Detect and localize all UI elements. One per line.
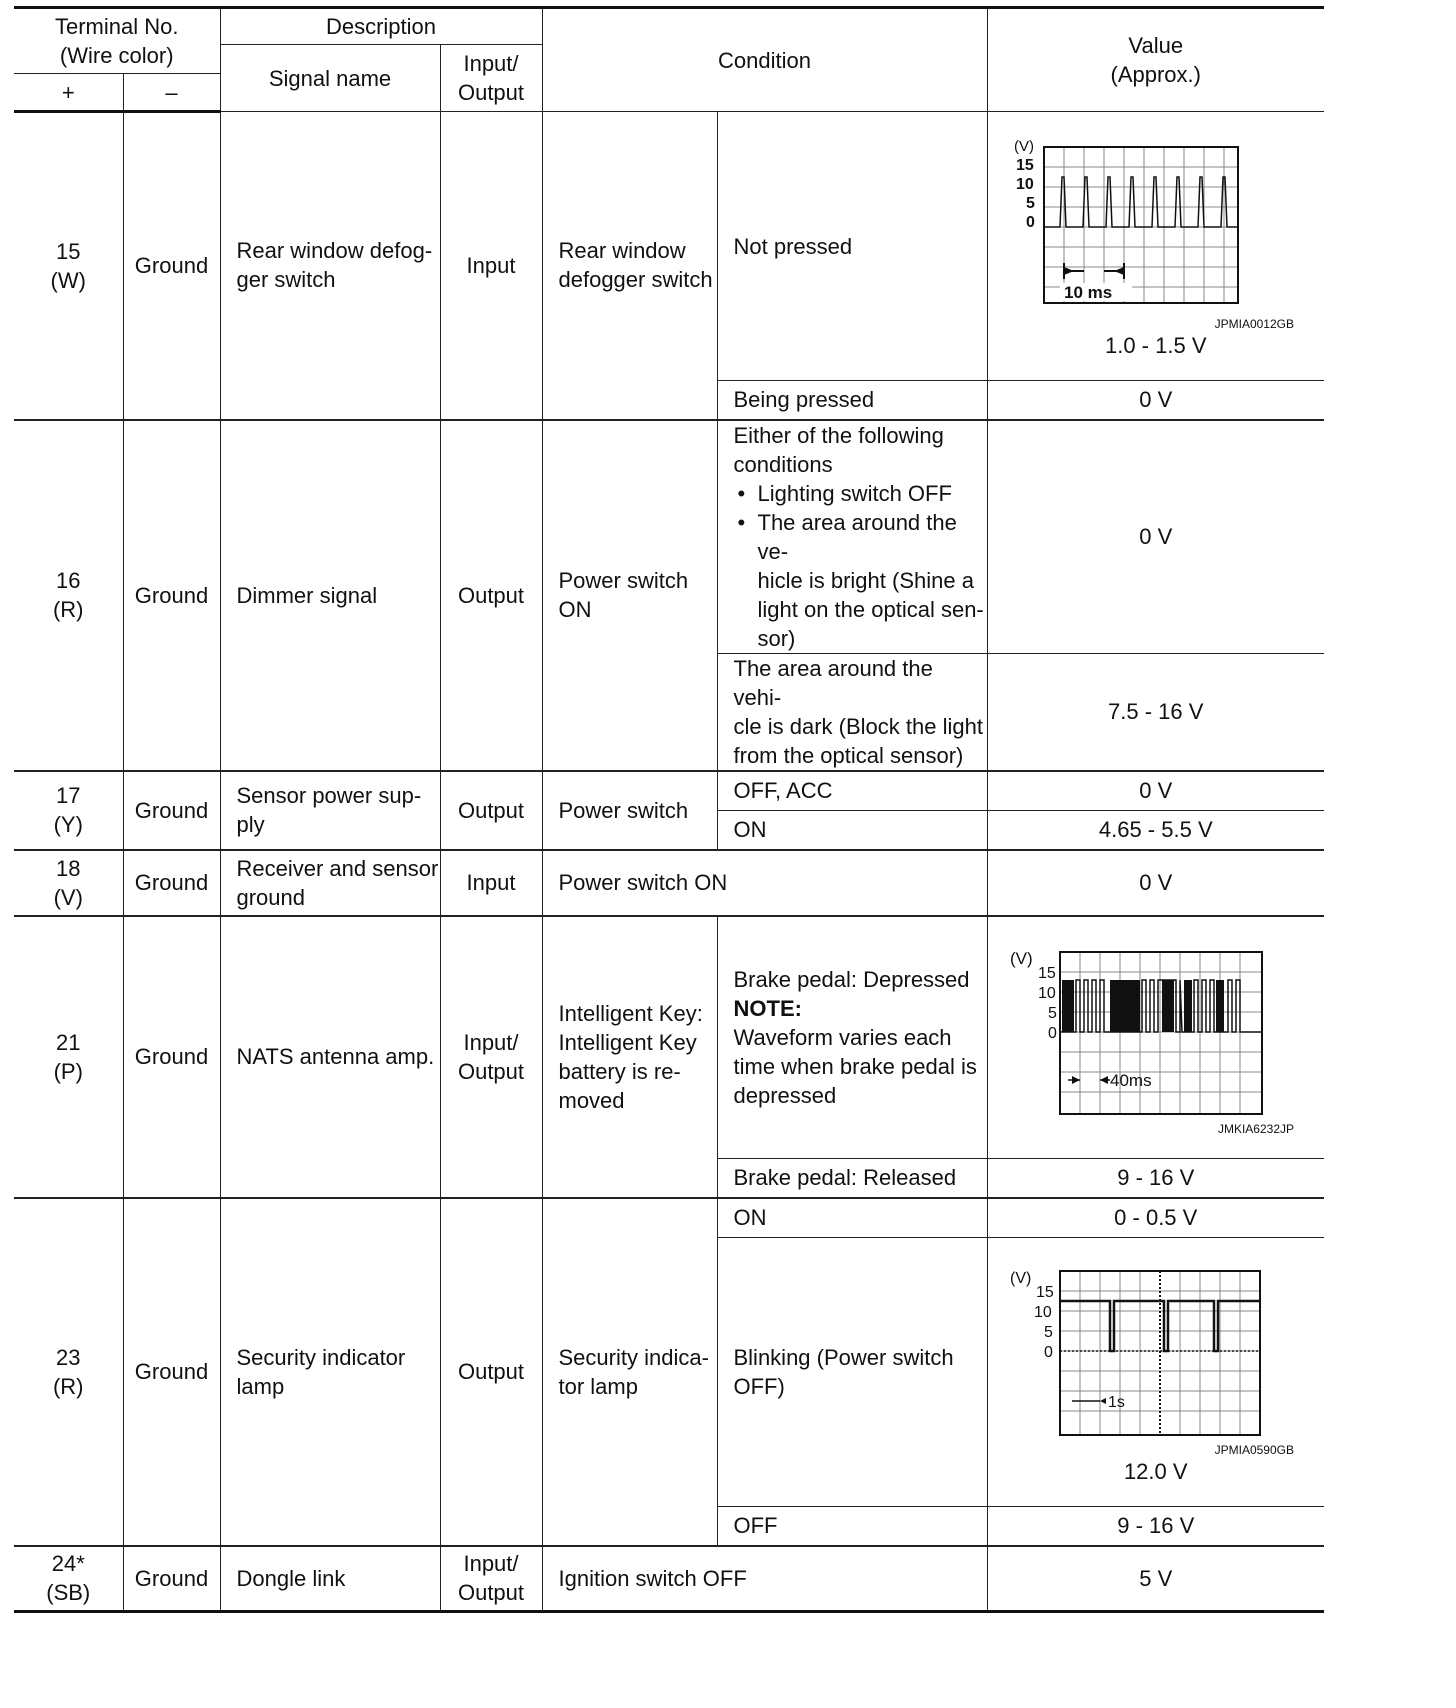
- input-output: Output: [440, 1198, 542, 1546]
- condition: Rear window defogger switch: [542, 112, 717, 420]
- table-row: [14, 1198, 1324, 1238]
- time-scale: 10 ms: [1063, 282, 1112, 302]
- input-output: Input: [440, 112, 542, 420]
- terminal-no: 18 (V): [14, 850, 123, 916]
- sub-condition: OFF, ACC: [717, 771, 987, 811]
- terminal-ground: Ground: [123, 850, 220, 916]
- table-row: [14, 771, 1324, 811]
- terminal-no: 17 (Y): [14, 771, 123, 850]
- terminal-ground: Ground: [123, 1198, 220, 1546]
- sub-condition: Either of the following conditions • Lighting switch OFF • The area around the ve- hicle is bright (Shine a light on the optical sen- sor): [717, 420, 987, 654]
- sub-condition: ON: [717, 1198, 987, 1238]
- terminal-no: 23 (R): [14, 1198, 123, 1546]
- value-cell: [987, 112, 1324, 381]
- sub-condition: The area around the vehi- cle is dark (Block the light from the optical sensor): [717, 653, 987, 771]
- signal-name: Rear window defog- ger switch: [220, 112, 440, 420]
- input-output: Input/ Output: [440, 1546, 542, 1612]
- value-cell: 0 V: [987, 850, 1324, 916]
- condition: Power switch ON: [542, 420, 717, 771]
- terminal-ground: Ground: [123, 916, 220, 1198]
- table-row: [14, 420, 1324, 654]
- tick-label: 15: [1037, 965, 1056, 983]
- header-input-output: Input/ Output: [440, 45, 542, 112]
- value-cell: 7.5 - 16 V: [987, 653, 1324, 771]
- signal-name: Dongle link: [220, 1546, 440, 1612]
- value-cell: 5 V: [987, 1546, 1324, 1612]
- tick-label: 0: [1025, 213, 1035, 231]
- terminal-no: 15 (W): [14, 112, 123, 420]
- tick-label: 5: [1025, 194, 1035, 212]
- list-item: • Lighting switch OFF: [734, 479, 987, 508]
- tick-label: 10: [1033, 1303, 1052, 1321]
- tick-label: 15: [1015, 156, 1034, 174]
- tick-label: 15: [1035, 1283, 1054, 1301]
- tick-label: 5: [1043, 1323, 1053, 1341]
- value-cell: [987, 916, 1324, 1159]
- waveform-defogger: [1006, 133, 1306, 317]
- terminal-spec-table: [14, 6, 1324, 1613]
- value-cell: 0 V: [987, 420, 1324, 654]
- axis-unit: (V): [1013, 137, 1034, 155]
- time-scale: 1s: [1107, 1393, 1125, 1411]
- header-minus: –: [123, 74, 220, 112]
- condition: Power switch: [542, 771, 717, 850]
- value-text: 1.0 - 1.5 V: [1104, 332, 1207, 358]
- value-cell: 0 V: [987, 771, 1324, 811]
- tick-label: 10: [1037, 985, 1056, 1003]
- terminal-ground: Ground: [123, 112, 220, 420]
- value-cell: 4.65 - 5.5 V: [987, 811, 1324, 850]
- input-output: Output: [440, 771, 542, 850]
- figure-code: JPMIA0590GB: [1214, 1442, 1294, 1457]
- sub-condition: Being pressed: [717, 381, 987, 420]
- tick-label: 5: [1047, 1005, 1057, 1023]
- waveform-trace: [1044, 177, 1238, 227]
- list-item: • The area around the ve- hicle is bright (Shine a light on the optical sen- sor): [734, 508, 987, 653]
- sub-condition: Brake pedal: Depressed NOTE: Waveform varies each time when brake pedal is depressed: [717, 916, 987, 1159]
- header-terminal-no: Terminal No. (Wire color): [14, 8, 220, 74]
- value-cell: 0 - 0.5 V: [987, 1198, 1324, 1238]
- table-row: [14, 112, 1324, 381]
- table-row: [14, 850, 1324, 916]
- input-output: Input/ Output: [440, 916, 542, 1198]
- signal-name: NATS antenna amp.: [220, 916, 440, 1198]
- input-output: Output: [440, 420, 542, 771]
- condition: Security indica- tor lamp: [542, 1198, 717, 1546]
- terminal-no: 24* (SB): [14, 1546, 123, 1612]
- note-label: NOTE:: [733, 995, 802, 1021]
- sub-condition: Brake pedal: Released: [717, 1159, 987, 1198]
- header-signal-name: Signal name: [220, 45, 440, 112]
- waveform-security: [1006, 1259, 1306, 1443]
- signal-name: Security indicator lamp: [220, 1198, 440, 1546]
- tick-label: 0: [1043, 1343, 1053, 1361]
- signal-name: Receiver and sensor ground: [220, 850, 440, 916]
- signal-name: Dimmer signal: [220, 420, 440, 771]
- input-output: Input: [440, 850, 542, 916]
- terminal-ground: Ground: [123, 420, 220, 771]
- terminal-no: 16 (R): [14, 420, 123, 771]
- table-row: [14, 1546, 1324, 1612]
- sub-condition: ON: [717, 811, 987, 850]
- waveform-trace: [1060, 980, 1262, 1032]
- header-value: Value (Approx.): [987, 8, 1324, 112]
- note-text: Waveform varies each time when brake pedal is depressed: [733, 1024, 977, 1108]
- signal-name: Sensor power sup- ply: [220, 771, 440, 850]
- header-condition: Condition: [542, 8, 987, 112]
- waveform-nats: [1006, 938, 1306, 1122]
- time-scale: 40ms: [1109, 1071, 1152, 1091]
- header-description: Description: [220, 8, 542, 45]
- condition: Power switch ON: [542, 850, 987, 916]
- value-text: 12.0 V: [1123, 1458, 1188, 1484]
- table-row: [14, 916, 1324, 1159]
- header-plus: +: [14, 74, 123, 112]
- value-cell: 9 - 16 V: [987, 1159, 1324, 1198]
- sub-condition: OFF: [717, 1507, 987, 1546]
- value-cell: [987, 1238, 1324, 1507]
- condition: Ignition switch OFF: [542, 1546, 987, 1612]
- value-cell: 0 V: [987, 381, 1324, 420]
- axis-unit: (V): [1009, 949, 1033, 969]
- tick-label: 10: [1015, 175, 1034, 193]
- value-cell: 9 - 16 V: [987, 1507, 1324, 1546]
- sub-condition: Not pressed: [717, 112, 987, 381]
- figure-code: JMKIA6232JP: [1217, 1122, 1294, 1137]
- terminal-ground: Ground: [123, 771, 220, 850]
- terminal-ground: Ground: [123, 1546, 220, 1612]
- condition: Intelligent Key: Intelligent Key battery is re- moved: [542, 916, 717, 1198]
- tick-label: 0: [1047, 1025, 1057, 1043]
- figure-code: JPMIA0012GB: [1214, 316, 1294, 331]
- terminal-no: 21 (P): [14, 916, 123, 1198]
- sub-condition: Blinking (Power switch OFF): [717, 1238, 987, 1507]
- axis-unit: (V): [1009, 1269, 1032, 1287]
